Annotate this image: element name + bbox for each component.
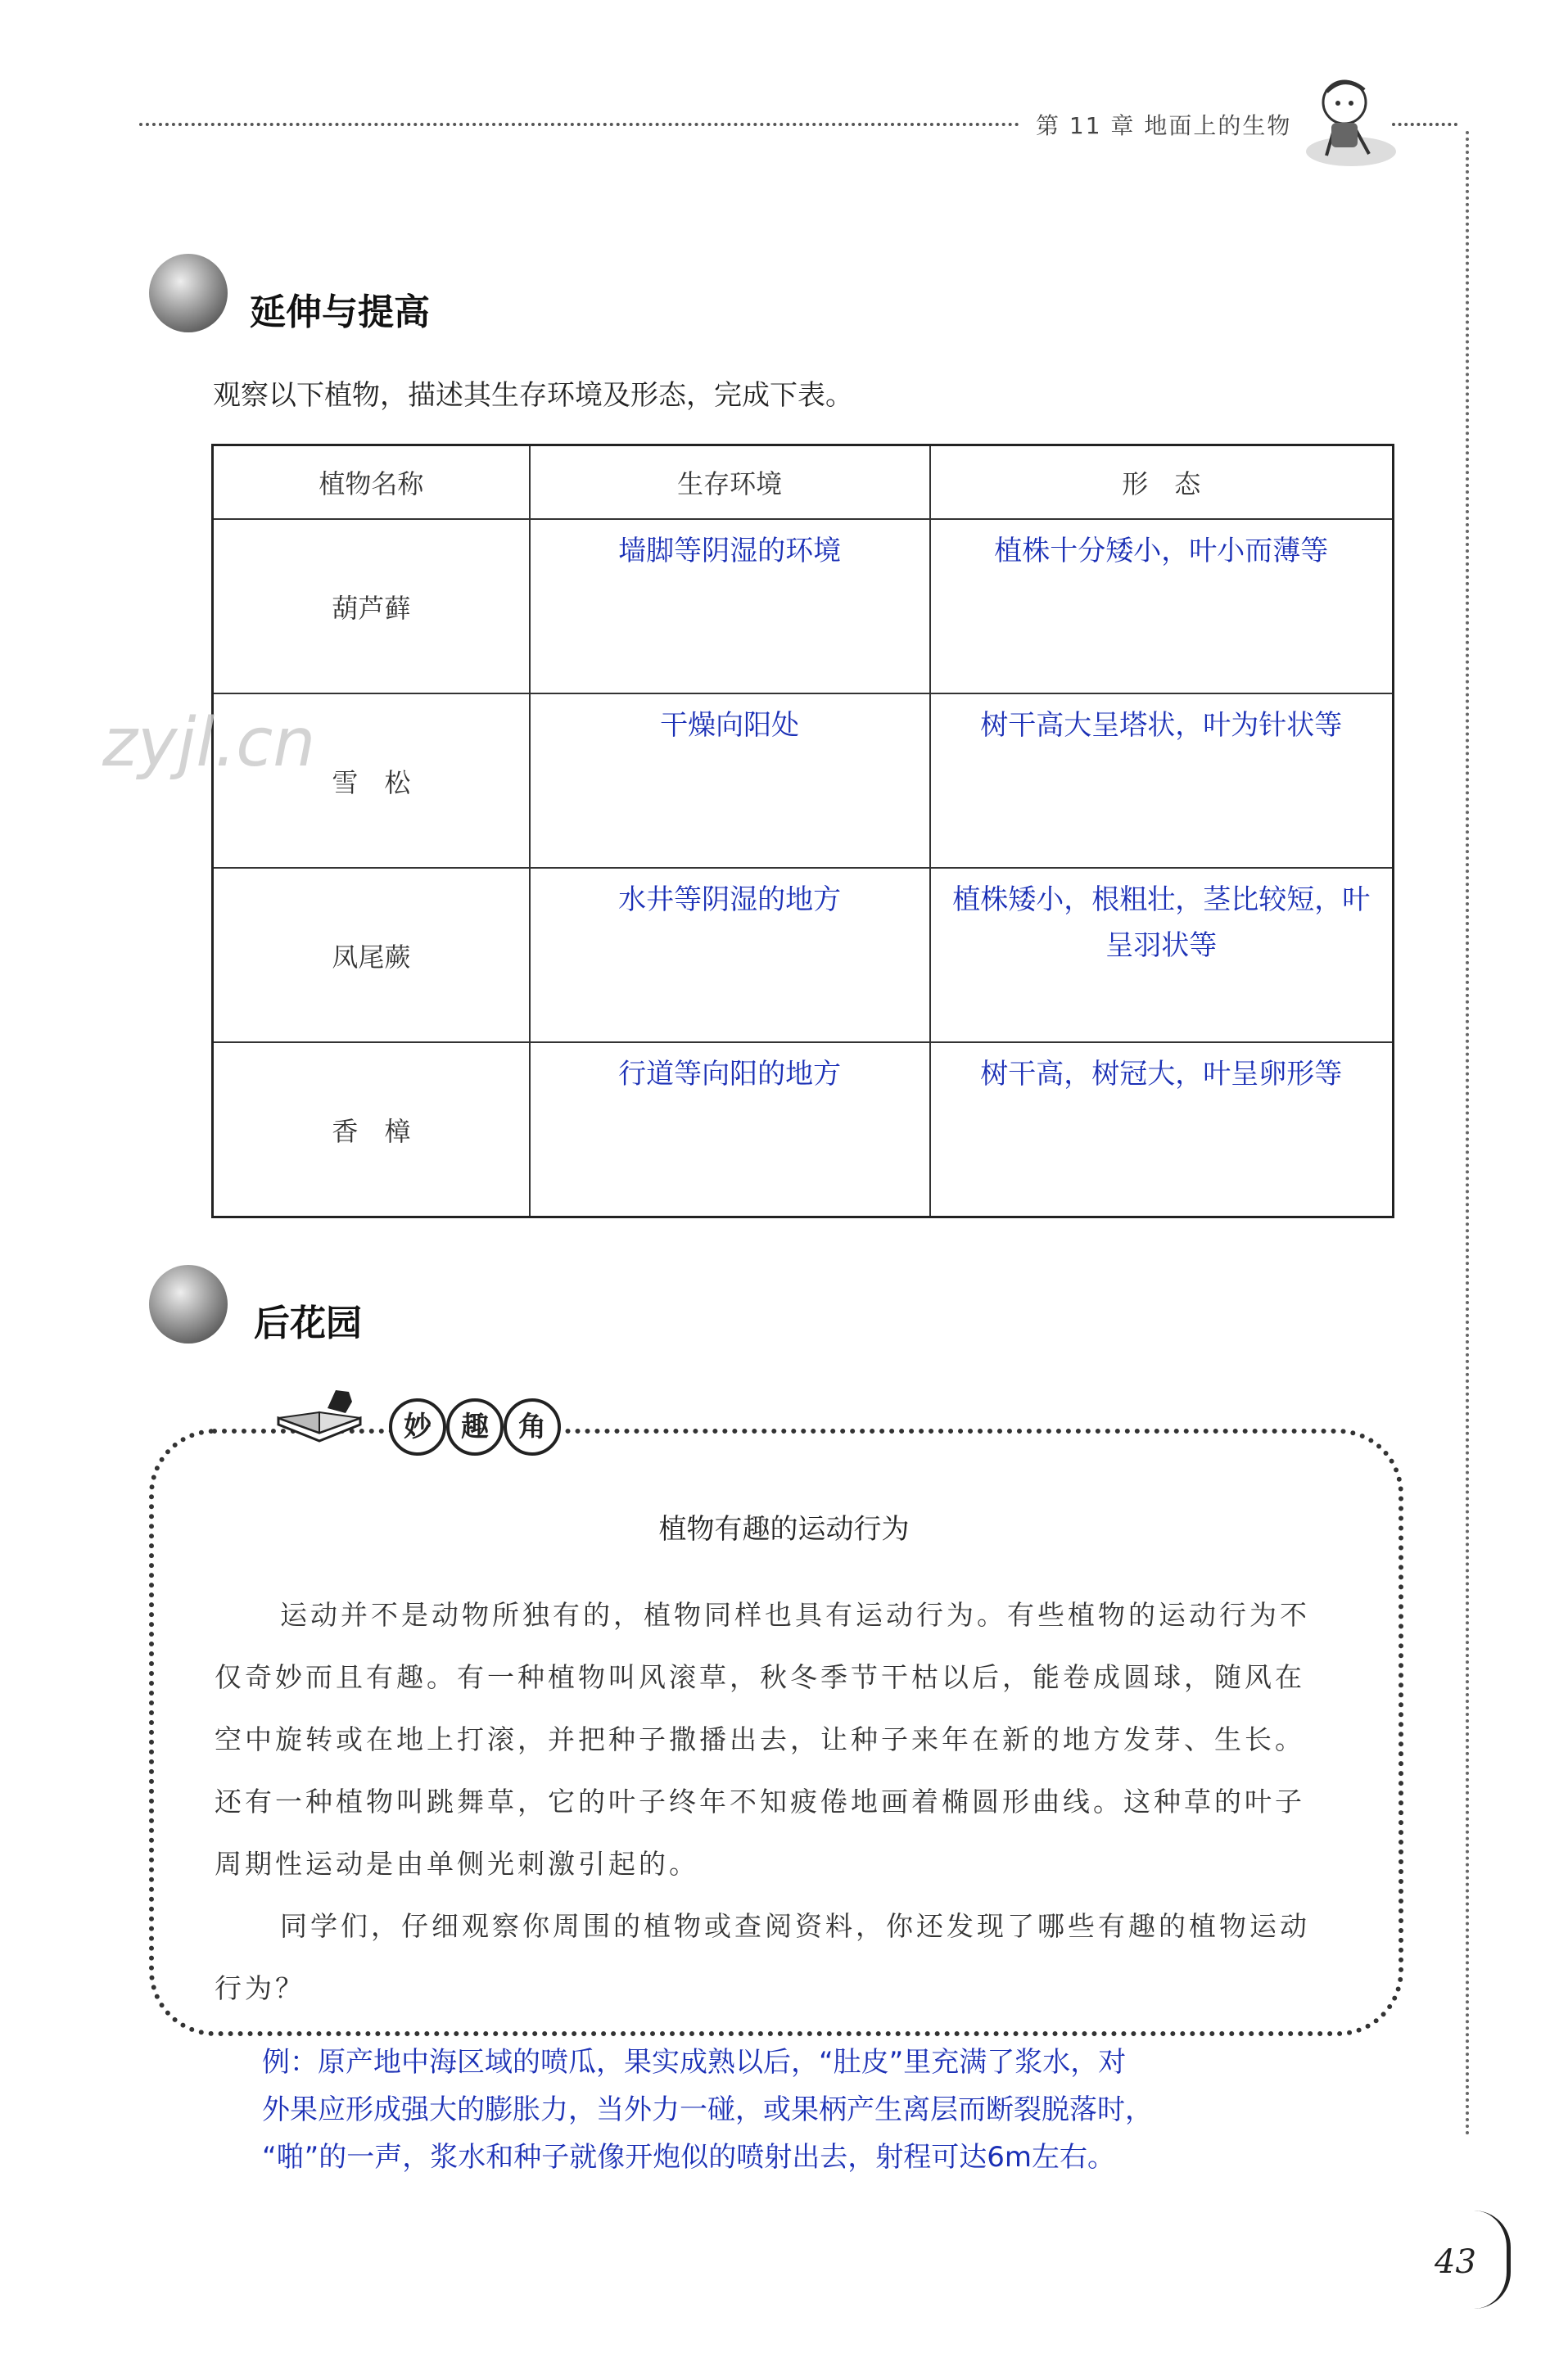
table-row (213, 868, 1394, 1042)
table-row (213, 1042, 1394, 1217)
plant-name: 葫芦藓 (213, 519, 530, 693)
form-answer: 树干高，树冠大，叶呈卵形等 (930, 1042, 1394, 1217)
section-intro: 观察以下植物，描述其生存环境及形态，完成下表。 (213, 379, 853, 412)
fun-corner-question: 同学们，仔细观察你周围的植物或查阅资料，你还发现了哪些有趣的植物运动行为？ (215, 1910, 1310, 2004)
page-bracket (1474, 2211, 1511, 2309)
table-header-row (213, 445, 1394, 520)
badge-char: 妙 (389, 1398, 446, 1456)
header-plant-name: 植物名称 (213, 445, 530, 520)
chapter-header: 第 11 章 地面上的生物 (1036, 112, 1292, 139)
form-answer: 植株矮小，根粗壮，茎比较短，叶呈羽状等 (930, 868, 1394, 1042)
section-title-garden: 后花园 (254, 1303, 362, 1344)
answer-line: 例：原产地中海区域的喷瓜，果实成熟以后，“肚皮”里充满了浆水，对 (262, 2046, 1127, 2079)
header-environment: 生存环境 (530, 445, 930, 520)
form-answer: 植株十分矮小，叶小而薄等 (930, 519, 1394, 693)
plant-name: 雪 松 (213, 693, 530, 868)
section-title-extension: 延伸与提高 (250, 291, 430, 333)
page-number: 43 (1435, 2243, 1476, 2281)
answer-line: “啪”的一声，浆水和种子就像开炮似的喷射出去，射程可达6m左右。 (262, 2141, 1115, 2174)
form-answer: 树干高大呈塔状，叶为针状等 (930, 693, 1394, 868)
environment-answer: 行道等向阳的地方 (530, 1042, 930, 1217)
plant-table (211, 444, 1394, 1218)
plant-name: 凤尾蕨 (213, 868, 530, 1042)
watermark: zyjl.cn (102, 704, 316, 782)
environment-answer: 墙脚等阴湿的环境 (530, 519, 930, 693)
badge-char: 角 (504, 1398, 561, 1456)
environment-answer: 水井等阴湿的地方 (530, 868, 930, 1042)
environment-answer: 干燥向阳处 (530, 693, 930, 868)
plant-name: 香 樟 (213, 1042, 530, 1217)
header-rule (139, 123, 1019, 126)
badge-char: 趣 (446, 1398, 504, 1456)
moon-icon (149, 1265, 228, 1344)
book-dog-icon (270, 1384, 368, 1449)
globe-icon (149, 254, 228, 332)
header-rule-right (1392, 123, 1457, 126)
table-row (213, 519, 1394, 693)
mascot-illustration (1294, 65, 1400, 172)
table-row (213, 693, 1394, 868)
margin-rule (1466, 131, 1469, 2137)
answer-line: 外果应形成强大的膨胀力，当外力一碰，或果柄产生离层而断裂脱落时， (262, 2093, 1153, 2126)
header-form: 形 态 (930, 445, 1394, 520)
fun-corner-title: 植物有趣的运动行为 (658, 1513, 910, 1546)
fun-corner-paragraph: 运动并不是动物所独有的，植物同样也具有运动行为。有些植物的运动行为不仅奇妙而且有趣。有一种植物叫风滚草，秋冬季节干枯以后，能卷成圆球，随风在空中旋转或在地上打滚，并把种子撒播出去，让种子来年在新的地方发芽、生长。还有一种植物叫跳舞草，它的叶子终年不知疲倦地画着椭圆形曲线。这种草的叶子周期性运动是由单侧光刺激引起的。 (215, 1599, 1310, 1880)
